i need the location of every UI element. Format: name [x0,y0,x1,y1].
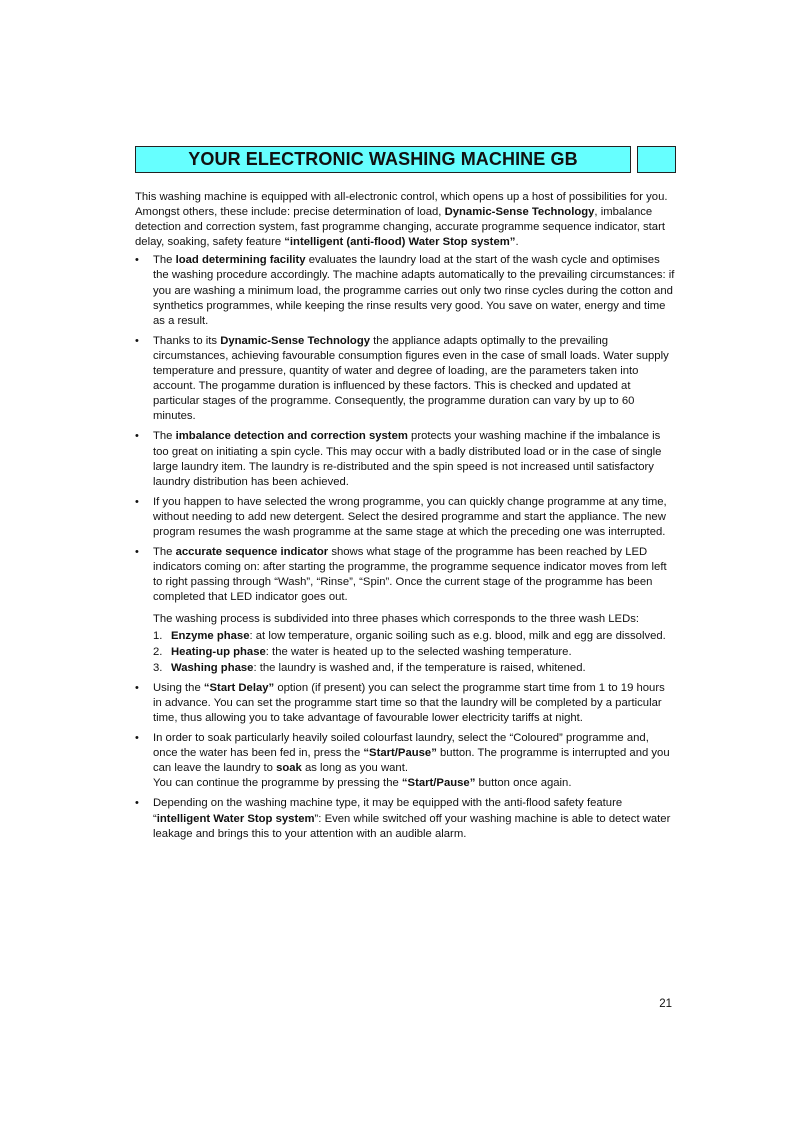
waterstop-bold: intelligent Water Stop system [156,812,315,825]
phase-number: 1. [153,629,163,642]
phase-text: : the laundry is washed and, if the temperature is raised, whitened. [253,661,586,674]
imbalance-bold: imbalance detection and correction system [175,430,408,443]
intro-text-3: . [515,236,519,249]
soak-text-2: button. The programme is interrupted and you can leave the laundry to [153,747,670,775]
phase-name: Washing phase [171,661,254,674]
phase-item [153,645,675,660]
delay-bold: “Start Delay” [203,681,275,694]
imbalance-text-1: The [153,430,173,443]
header-tab-box [637,146,676,173]
dynamic-text-1: Thanks to its [153,334,218,347]
waterstop-text-2: ”: Even while switched off your washing machine is able to detect water leakage and brings this to your attention with an audible alarm. [153,812,671,840]
intro-paragraph [135,190,675,250]
intro-bold-1: Dynamic-Sense Technology [444,206,595,219]
list-item-waterstop [135,796,675,841]
sequence-text-2: shows what stage of the programme has been reached by LED indicators coming on: after starting the programme, the programme sequence indicator moves from left to right passing through “Wash”, “Rinse”, “Spin”. Once the current stage of the programme has been completed that LED indicator goes out. [153,546,667,604]
phases-intro: The washing process is subdivided into three phases which corresponds to the three wash LEDs: [153,613,640,626]
soak-text-3: as long as you want. [304,762,408,775]
intro-text-2: , imbalance detection and correction system, fast programme changing, accurate programme sequence indicator, start delay, soaking, safety feature [135,206,665,249]
imbalance-text-2: protects your washing machine if the imbalance is too great on initiating a spin cycle. This may occur with a badly distributed load or in the case of single large laundry item. The laundry is re-distributed and the spin speed is not increased until satisfactory laundry distribution has been achieved. [153,430,662,488]
soak-bold-2: soak [276,762,302,775]
phase-text: : the water is heated up to the selected washing temperature. [265,645,572,658]
phase-name: Enzyme phase [171,629,250,642]
phase-item [153,661,675,676]
list-item-imbalance [135,429,675,489]
page-title-bar [135,146,631,173]
phase-number: 2. [153,645,163,658]
phase-item [153,629,675,644]
phase-text: : at low temperature, organic soiling such as e.g. blood, milk and egg are dissolved. [249,629,666,642]
phase-number: 3. [153,661,163,674]
list-item-soak [135,731,675,791]
page-title: YOUR ELECTRONIC WASHING MACHINE GB [188,149,578,169]
phase-name: Heating-up phase [171,645,266,658]
phases-list [153,629,675,676]
waterstop-text-1: Depending on the washing machine type, it may be equipped with the anti-flood safety feature “ [153,797,623,825]
load-text-1: The [153,254,173,267]
dynamic-text-2: the appliance adapts optimally to the prevailing circumstances, achieving favourable consumption figures even in the case of small loads. Water supply temperature and pressure, quantity of water and degree of loading, are the parameters taken into account. The progamme duration is influenced by these factors. This is checked and updated at particular stages of the programme. Consequently, the programme duration can vary by up to 60 minutes. [153,334,669,423]
load-text-2: evaluates the laundry load at the start of the wash cycle and optimises the washing procedure accordingly. The machine adapts automatically to the prevailing circumstances: if you are washing a minimum load, the programme carries out only two rinse cycles during the cotton and synthetics programmes, while keeping the rinse results very good. You save on water, energy and time as a result. [153,254,675,327]
sequence-text-1: The [153,546,173,559]
soak-bold-1: “Start/Pause” [363,747,437,760]
list-item-load [135,253,675,328]
change-text: If you happen to have selected the wrong programme, you can quickly change programme at any time, without needing to add new detergent. Select the desired programme and start the appliance. The new program resumes the wash programme at the same stage at which the preceding one was interrupted. [153,495,667,538]
intro-bold-2: “intelligent (anti-flood) Water Stop system” [284,236,516,249]
list-item-delay [135,681,675,726]
page-number: 21 [659,998,672,1010]
list-item-change [135,495,675,540]
soak-text-1: In order to soak particularly heavily soiled colourfast laundry, select the “Coloured” programme and, once the water has been fed in, press the [153,732,649,760]
feature-list [135,253,675,841]
main-content [135,190,675,847]
soak-text-4: You can continue the programme by pressing the [153,777,399,790]
load-bold: load determining facility [175,254,306,267]
intro-text-1: This washing machine is equipped with all-electronic control, which opens up a host of possibilities for you. Amongst others, these include: precise determination of load, [135,191,668,219]
list-item-dynamic [135,334,675,425]
sequence-bold: accurate sequence indicator [175,546,329,559]
delay-text-1: Using the [153,681,201,694]
delay-text-2: option (if present) you can select the programme start time from 1 to 19 hours in advance. You can set the programme start time so that the laundry will be completed by a particular time, thus allowing you to take advantage of favourable lower electricity tariffs at night. [153,681,665,724]
soak-text-5: button once again. [478,777,572,790]
soak-bold-3: “Start/Pause” [401,777,476,790]
dynamic-bold: Dynamic-Sense Technology [220,334,371,347]
list-item-sequence [135,545,675,676]
